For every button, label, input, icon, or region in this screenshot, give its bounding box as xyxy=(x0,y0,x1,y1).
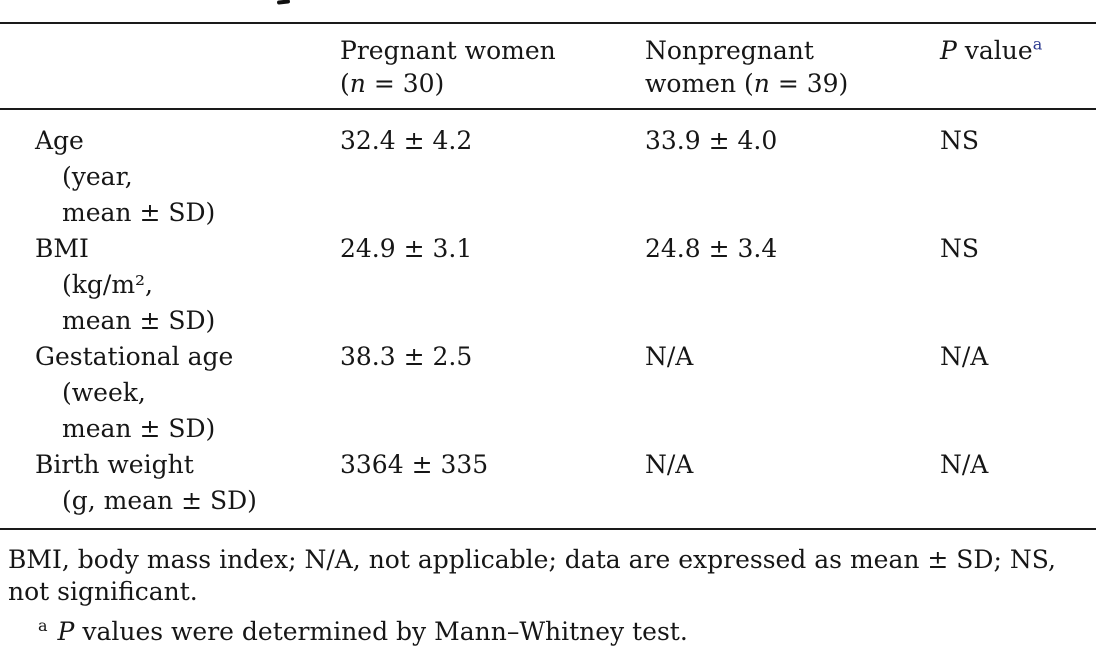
table-row-age xyxy=(0,123,1096,231)
header-nonpregnant-line1: Nonpregnant xyxy=(645,36,814,65)
row-label-sub1: (week, xyxy=(62,378,146,407)
p-value: NS xyxy=(940,126,980,155)
footnote-a xyxy=(8,616,1088,648)
paren-open: ( xyxy=(340,69,350,98)
nonpregnant-value: N/A xyxy=(645,450,694,479)
row-label-cell xyxy=(35,339,340,447)
p-value-label: value xyxy=(956,36,1033,65)
row-label-sub2: mean ± SD) xyxy=(62,198,216,227)
row-label-sub1: (g, mean ± SD) xyxy=(62,486,257,515)
clipped-title-descender xyxy=(277,0,290,5)
header-nonpregnant-women xyxy=(645,34,940,100)
p-value: N/A xyxy=(940,342,989,371)
footnote-marker: a xyxy=(38,615,48,635)
row-label: Gestational age xyxy=(35,342,234,371)
row-label-cell xyxy=(35,447,340,519)
footnote-marker-superscript: a xyxy=(1032,34,1043,54)
header-empty-cell xyxy=(35,34,340,100)
header-nonpregnant-line2 xyxy=(645,67,940,100)
header-pregnant-line1: Pregnant women xyxy=(340,36,556,65)
table-row-bmi xyxy=(0,231,1096,339)
line2-prefix: women ( xyxy=(645,69,754,98)
row-label-sub2: mean ± SD) xyxy=(62,306,216,335)
nonpregnant-value: 24.8 ± 3.4 xyxy=(645,234,778,263)
footnote-text: values were determined by Mann–Whitney test. xyxy=(74,617,688,646)
pregnant-value: 32.4 ± 4.2 xyxy=(340,126,473,155)
n-italic: n xyxy=(349,69,366,98)
footnote-p-italic: P xyxy=(57,617,75,646)
table-body xyxy=(0,110,1096,528)
pregnant-value: 24.9 ± 3.1 xyxy=(340,234,473,263)
header-pregnant-line2 xyxy=(340,67,645,100)
row-label-sub2: mean ± SD) xyxy=(62,414,216,443)
row-label-sub1: (year, xyxy=(62,162,133,191)
n-count: = 30) xyxy=(365,69,445,98)
row-label: Birth weight xyxy=(35,450,194,479)
pregnant-value: 38.3 ± 2.5 xyxy=(340,342,473,371)
table-header-row xyxy=(0,24,1096,108)
pregnant-value: 3364 ± 335 xyxy=(340,450,489,479)
abbreviations-line2: not significant. xyxy=(8,577,198,606)
table-row-gestational-age xyxy=(0,339,1096,447)
row-label: BMI xyxy=(35,234,89,263)
header-pregnant-women xyxy=(340,34,645,100)
row-label-cell xyxy=(35,231,340,339)
p-italic: P xyxy=(940,36,957,65)
row-label-sub1: (kg/m², xyxy=(62,270,154,299)
n-italic: n xyxy=(753,69,770,98)
abbreviations-line1: BMI, body mass index; N/A, not applicable; data are expressed as mean ± SD; NS, xyxy=(8,545,1056,574)
nonpregnant-value: 33.9 ± 4.0 xyxy=(645,126,778,155)
p-value: N/A xyxy=(940,450,989,479)
abbreviations-note xyxy=(8,544,1088,608)
p-value: NS xyxy=(940,234,980,263)
table-footer xyxy=(0,530,1096,648)
header-p-value xyxy=(940,34,1096,100)
row-label-cell xyxy=(35,123,340,231)
row-label: Age xyxy=(35,126,84,155)
table-row-birth-weight xyxy=(0,447,1096,519)
n-count: = 39) xyxy=(769,69,849,98)
nonpregnant-value: N/A xyxy=(645,342,694,371)
